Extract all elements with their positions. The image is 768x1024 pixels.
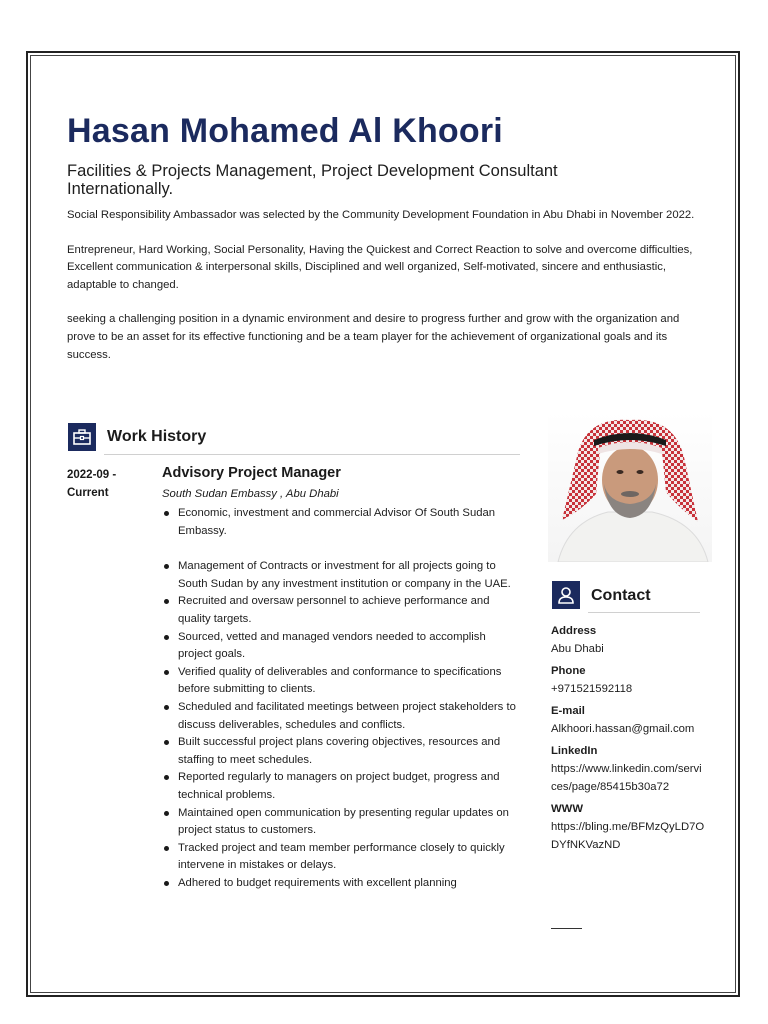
email-value[interactable]: Alkhoori.hassan@gmail.com xyxy=(551,723,695,735)
address-value: Abu Dhabi xyxy=(551,643,604,655)
section-divider xyxy=(588,612,700,613)
job-employer: South Sudan Embassy , Abu Dhabi xyxy=(162,488,339,500)
professional-headline: Facilities & Projects Management, Project Development Consultant Internationally. xyxy=(67,162,558,198)
profile-summary xyxy=(67,207,707,381)
website-link[interactable]: https://bling.me/BFMzQyLD7ODYfNKVazND xyxy=(551,821,705,851)
section-divider xyxy=(104,454,520,455)
list-item: Recruited and oversaw personnel to achieve performance and quality targets. xyxy=(162,593,522,628)
person-icon xyxy=(552,581,580,609)
job-dates xyxy=(67,466,147,502)
list-item: Verified quality of deliverables and conformance to specifications before submitting to clients. xyxy=(162,664,522,699)
contact-end-divider xyxy=(551,928,582,929)
linkedin-link[interactable]: https://www.linkedin.com/services/page/85415b30a72 xyxy=(551,763,702,793)
list-item: Maintained open communication by presenting regular updates on project status to customers. xyxy=(162,805,522,840)
job-date-start: 2022-09 - xyxy=(67,469,117,481)
work-history-heading: Work History xyxy=(107,428,207,445)
contact-details xyxy=(551,618,707,854)
job-date-end: Current xyxy=(67,487,109,499)
list-item: Scheduled and facilitated meetings between project stakeholders to discuss deliverables, schedules and conflicts. xyxy=(162,699,522,734)
job-title: Advisory Project Manager xyxy=(162,465,341,481)
phone-label: Phone xyxy=(551,665,586,677)
list-item: Built successful project plans covering objectives, resources and staffing to meet schedules. xyxy=(162,734,522,769)
list-item: Management of Contracts or investment for all projects going to South Sudan by any investment institution or company in the UAE. xyxy=(162,558,522,593)
summary-paragraph: seeking a challenging position in a dynamic environment and desire to progress further and grow with the organization and prove to be an asset for its effective functioning and be a team player for the achievement of organizational goals and its success. xyxy=(67,313,680,361)
summary-paragraph: Entrepreneur, Hard Working, Social Personality, Having the Quickest and Correct Reaction to solve and overcome difficulties, Excellent communication & interpersonal skills, Disciplined and well organized, Self-motivated, sincere and enthusiastic, adaptable to changed. xyxy=(67,243,693,291)
profile-photo xyxy=(548,412,712,562)
list-item: Adhered to budget requirements with excellent planning xyxy=(162,875,522,893)
summary-paragraph: Social Responsibility Ambassador was selected by the Community Development Foundation in Abu Dhabi in November 2022. xyxy=(67,209,695,221)
list-item: Tracked project and team member performance closely to quickly intervene in mistakes or delays. xyxy=(162,840,522,875)
briefcase-icon xyxy=(68,423,96,451)
www-label: WWW xyxy=(551,803,583,815)
list-item: Sourced, vetted and managed vendors needed to accomplish project goals. xyxy=(162,629,522,664)
phone-value[interactable]: +971521592118 xyxy=(551,683,633,695)
contact-heading: Contact xyxy=(591,587,651,604)
candidate-name: Hasan Mohamed Al Khoori xyxy=(67,112,503,150)
list-item: Economic, investment and commercial Advisor Of South Sudan Embassy. xyxy=(162,505,522,540)
job-duties-list xyxy=(162,505,522,892)
list-item: Reported regularly to managers on project budget, progress and technical problems. xyxy=(162,769,522,804)
linkedin-label: LinkedIn xyxy=(551,745,598,757)
email-label: E-mail xyxy=(551,705,585,717)
address-label: Address xyxy=(551,625,597,637)
